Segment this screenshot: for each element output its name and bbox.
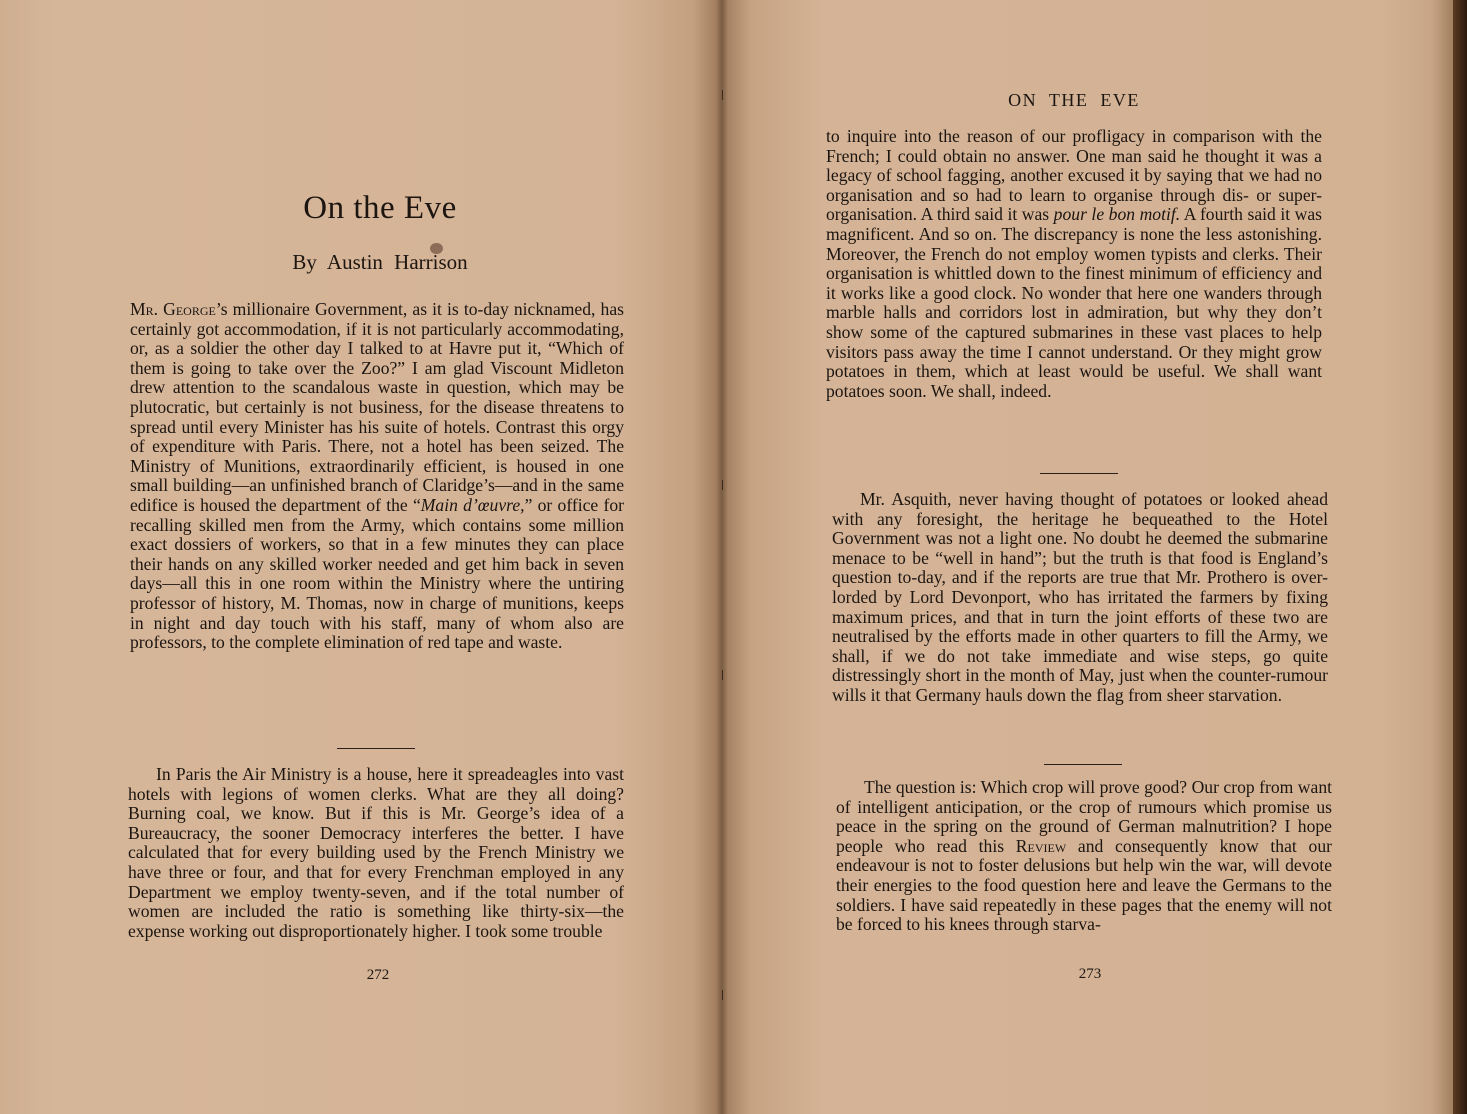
page-number-right: 273	[1078, 966, 1102, 982]
left-paragraph-1	[130, 300, 624, 653]
right-paragraph-2: Mr. Asquith, never having thought of potatoes or looked ahead with any foresight, the heritage he bequeathed to the Hotel Government was not a light one. No doubt he deemed the submarine menace to be “well in hand”; but the truth is that food is England’s question to-day, and if the reports are true that Mr. Prothero is over-lorded by Lord Devonport, who has irritated the farmers by fixing maximum prices, and that in turn the joint efforts of these two are neutralised by the efforts made in other quarters to fill the Army, we shall, if we do not take immediate and wise steps, go quite distressingly short in the month of May, just when the counter-rumour wills it that Germany hauls down the flag from sheer starvation.	[832, 489, 1328, 705]
left-paragraph-1-italic: Main d’œuvre,	[420, 494, 525, 515]
opening-small-caps: Mr. George	[130, 299, 216, 319]
right-paragraph-3-body: The question is: Which crop will prove good? Our crop from want of intelligent anticipation, or the crop of rumours which promise us peace in the spring on the ground of German malnutrition? I hope people who read this	[836, 777, 1332, 856]
left-column-text-2	[128, 765, 624, 941]
right-paragraph-1	[826, 127, 1322, 401]
left-paragraph-1-body: ’s millionaire Government, as it is to-day nicknamed, has certainly got accommodation, if it is not particularly accommodating, or, as a soldier the other day I talked to at Havre put it, “Which of them is going to take over the Zoo?” I am glad Viscount Midleton drew attention to the scandalous waste in question, which may be plutocratic, but certainly is not business, for the disease threatens to spread until every Minister has his suite of hotels. Contrast this orgy of expenditure with Paris. There, not a hotel has been seized. The Ministry of Munitions, extraordinarily efficient, is housed in one small building—an unfinished branch of Claridge’s—and in the same edifice is housed the department of the “	[130, 299, 624, 515]
review-small-caps: Review	[1015, 835, 1067, 856]
section-divider	[1044, 764, 1122, 765]
article-title: On the Eve	[303, 190, 457, 226]
right-paragraph-3-end: and consequently know that our endeavour is not to foster delusions but help win the war, will devote their energies to the food question here and leave the Germans to the soldiers. I have said repeatedly in these pages that the enemy will not be forced to his knees through starva-	[836, 835, 1332, 935]
gutter-shadow	[716, 0, 728, 1114]
left-paragraph-2: In Paris the Air Ministry is a house, here it spreadeagles into vast hotels with legions of women clerks. What are they all doing? Burning coal, we know. But if this is Mr. George’s idea of a Bureaucracy, the sooner Democracy interferes the better. I have calculated that for every building used by the French Ministry we have three or four, and that for every Frenchman employed in any Department we employ twenty-seven, and if the total number of women are included the ratio is something like thirty-six—the expense working out disproportionately higher. I took some trouble	[128, 764, 624, 941]
left-column-text	[130, 300, 624, 653]
right-column-text-2	[832, 490, 1328, 706]
right-paragraph-1-end: A fourth said it was magnificent. And so on. The discrepancy is none the less astonishing. Moreover, the French do not employ women typists and clerks. Their organisation is whittled down to the finest minimum of efficiency and it works like a good clock. No wonder that here one wanders through marble halls and corridors lost in admiration, but why they don’t show some of the captured submarines in these vast places to help visitors pass away the time I cannot understand. Or they might grow potatoes in them, which at least would be useful. We shall want potatoes soon. We shall, indeed.	[826, 204, 1322, 401]
left-paragraph-1-end: ” or office for recalling skilled men from the Army, which contains some million exact dossiers of workers, so that in a few minutes they can place their hands on any skilled worker needed and get him back in seven days—all this in one room within the Ministry where the untiring professor of history, M. Thomas, now in charge of munitions, keeps in night and day touch with his staff, many of whom also are professors, to the complete elimination of red tape and waste.	[130, 494, 624, 653]
right-paragraph-1-italic: pour le bon motif.	[1053, 204, 1181, 225]
book-edge	[1453, 0, 1467, 1114]
section-divider	[1040, 473, 1118, 474]
running-head: ON THE EVE	[1008, 90, 1140, 110]
right-paragraph-3	[836, 778, 1332, 935]
right-paragraph-1-body: to inquire into the reason of our profligacy in comparison with the French; I could obtain no answer. One man said he thought it was a legacy of school fagging, another excused it by saying that we had no organisation and so had to learn to organise through dis- or super-organisation. A third said it was	[826, 126, 1322, 225]
page-number-left: 272	[366, 967, 390, 983]
left-page	[0, 0, 722, 1114]
byline: By Austin Harrison	[292, 250, 468, 274]
right-column-text	[826, 127, 1322, 401]
section-divider	[337, 748, 415, 749]
right-column-text-3	[836, 778, 1332, 935]
